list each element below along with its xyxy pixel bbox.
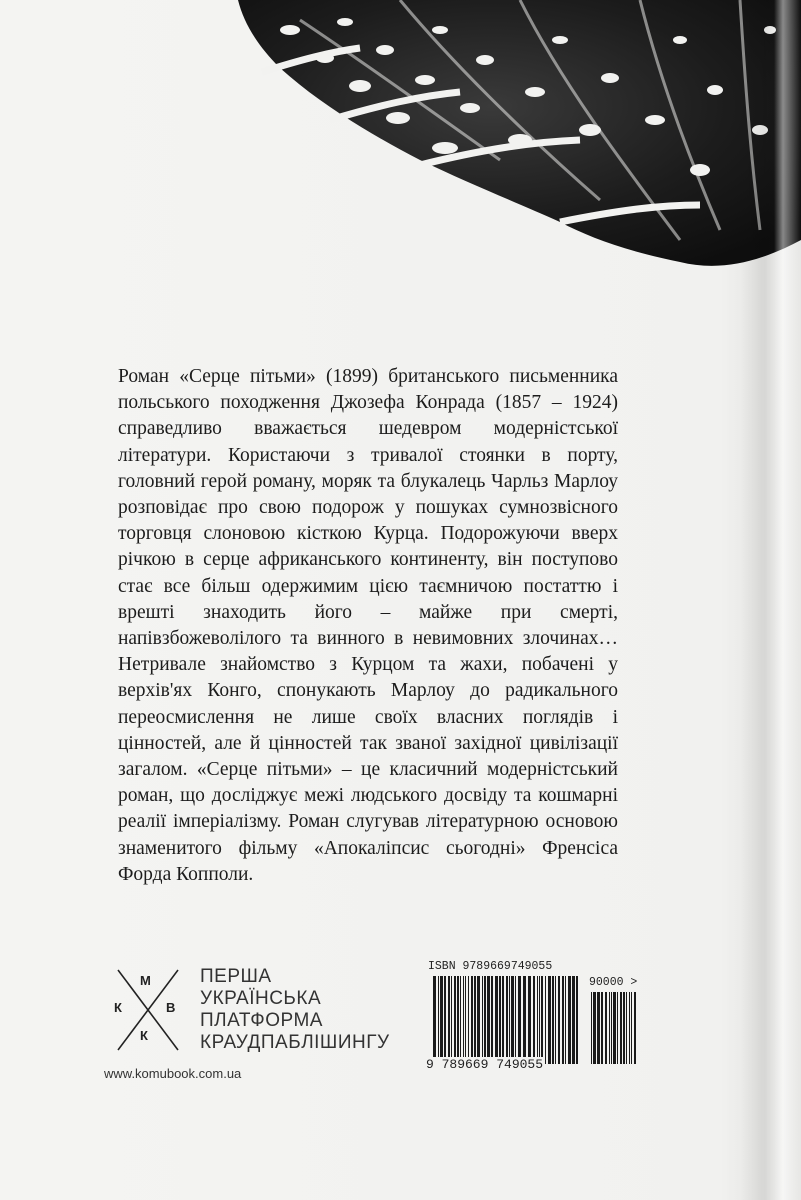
logo-letter-right: В	[166, 1000, 176, 1015]
barcode-bar	[631, 992, 632, 1064]
barcode-bar	[634, 992, 636, 1064]
logo-letter-top: М	[140, 973, 151, 988]
isbn-barcode	[426, 960, 642, 1080]
barcode-bar	[511, 976, 514, 1064]
barcode-bar	[463, 976, 464, 1064]
barcode-bar	[506, 976, 508, 1064]
barcode-bar	[548, 976, 551, 1064]
barcode-bar	[537, 976, 538, 1064]
barcode-bar	[562, 976, 564, 1064]
barcode-bar	[617, 992, 618, 1064]
barcode-bar	[454, 976, 456, 1064]
barcode-addon-bars	[590, 992, 638, 1064]
barcode-bar	[451, 976, 452, 1064]
barcode-bar	[565, 976, 566, 1064]
barcode-bar	[502, 976, 504, 1064]
barcode-bar	[605, 992, 607, 1064]
barcode-bar	[484, 976, 486, 1064]
barcode-bar	[448, 976, 450, 1064]
barcode-bar	[576, 976, 578, 1064]
publisher-logo	[104, 964, 192, 1054]
barcode-bar	[457, 976, 459, 1064]
barcode-bar	[495, 976, 498, 1064]
barcode-bar	[482, 976, 483, 1064]
barcode-bar	[629, 992, 630, 1064]
barcode-bar	[601, 992, 603, 1064]
barcode-bar	[597, 992, 600, 1064]
logo-letter-bottom: К	[140, 1028, 148, 1043]
barcode-bar	[545, 976, 546, 1064]
barcode-bar	[541, 976, 543, 1064]
barcode-bar	[533, 976, 535, 1064]
barcode-bar	[438, 976, 439, 1064]
barcode-bar	[626, 992, 627, 1064]
book-description: Роман «Серце пітьми» (1899) британського письменника польського походження Джозефа Конрада (1857 – 1924) справедливо вважається шедевром модерністської літератури. Користаючи з тривалої стоянки в порту, головний герой роману, моряк та блукалець Чарльз Марлоу розповідає про свою подорож у пошуках сумнозвісного торговця слоновою кісткою Курца. Подорожуючи вверх річкою в серце африканського континенту, він поступово стає все більш одержимим цією таємничою постаттю і врешті знаходить його – майже при смерті, напівзбожеволілого та винного в невимовних злочинах… Нетривале знайомство з Курцом та жахи, побачені у верхів'ях Конго, спонукають Марлоу до радикального переосмислення не лише своїх власних поглядів і цінностей, але й цінностей так званої західної цивілізації загалом. «Серце пітьми» – це класичний модерністський роман, що досліджує межі людського досвіду та кошмарні реалії імперіалізму. Роман слугував літературною основою знаменитого фільму «Апокаліпсис сьогодні» Френсіса Форда Копполи.	[118, 366, 618, 885]
barcode-bar	[477, 976, 480, 1064]
publisher-name	[200, 966, 390, 1054]
barcode-bar	[433, 976, 436, 1064]
barcode-bar	[487, 976, 490, 1064]
barcode-bar	[620, 992, 622, 1064]
publisher-name-line: ПЕРША	[200, 966, 272, 987]
barcode-bar	[611, 992, 612, 1064]
isbn-label: ISBN 9789669749055	[428, 960, 553, 973]
barcode-bar	[468, 976, 469, 1064]
publisher-name-line: УКРАЇНСЬКА	[200, 988, 322, 1009]
barcode-bar	[515, 976, 516, 1064]
publisher-name-line: КРАУДПАБЛІШИНГУ	[200, 1032, 390, 1053]
barcode-bar	[491, 976, 493, 1064]
barcode-bar	[465, 976, 466, 1064]
barcode-bar	[523, 976, 526, 1064]
publisher-block	[104, 964, 434, 1056]
barcode-bar	[509, 976, 510, 1064]
barcode-bar	[572, 976, 575, 1064]
barcode-bar	[593, 992, 596, 1064]
barcode-bar	[609, 992, 610, 1064]
monstera-leaf-illustration	[0, 0, 801, 300]
publisher-website: www.komubook.com.ua	[104, 1066, 242, 1081]
barcode-bar	[558, 976, 560, 1064]
barcode-bar	[623, 992, 625, 1064]
barcode-bar	[552, 976, 554, 1064]
publisher-name-line: ПЛАТФОРМА	[200, 1010, 323, 1031]
price-code: 90000 >	[589, 976, 638, 989]
barcode-digits: 9 789669 749055	[426, 1057, 544, 1072]
barcode-bar	[460, 976, 461, 1064]
barcode-bar	[528, 976, 531, 1064]
barcode-bar	[539, 976, 540, 1064]
barcode-bar	[444, 976, 446, 1064]
barcode-bar	[613, 992, 616, 1064]
barcode-bar	[474, 976, 476, 1064]
barcode-bar	[440, 976, 443, 1064]
spine-shadow	[741, 0, 801, 1200]
barcode-bar	[471, 976, 473, 1064]
barcode-bar	[499, 976, 501, 1064]
barcode-bars	[432, 976, 582, 1064]
barcode-bar	[518, 976, 521, 1064]
barcode-bar	[591, 992, 592, 1064]
barcode-bar	[555, 976, 556, 1064]
barcode-bar	[568, 976, 571, 1064]
logo-letter-left: К	[114, 1000, 122, 1015]
